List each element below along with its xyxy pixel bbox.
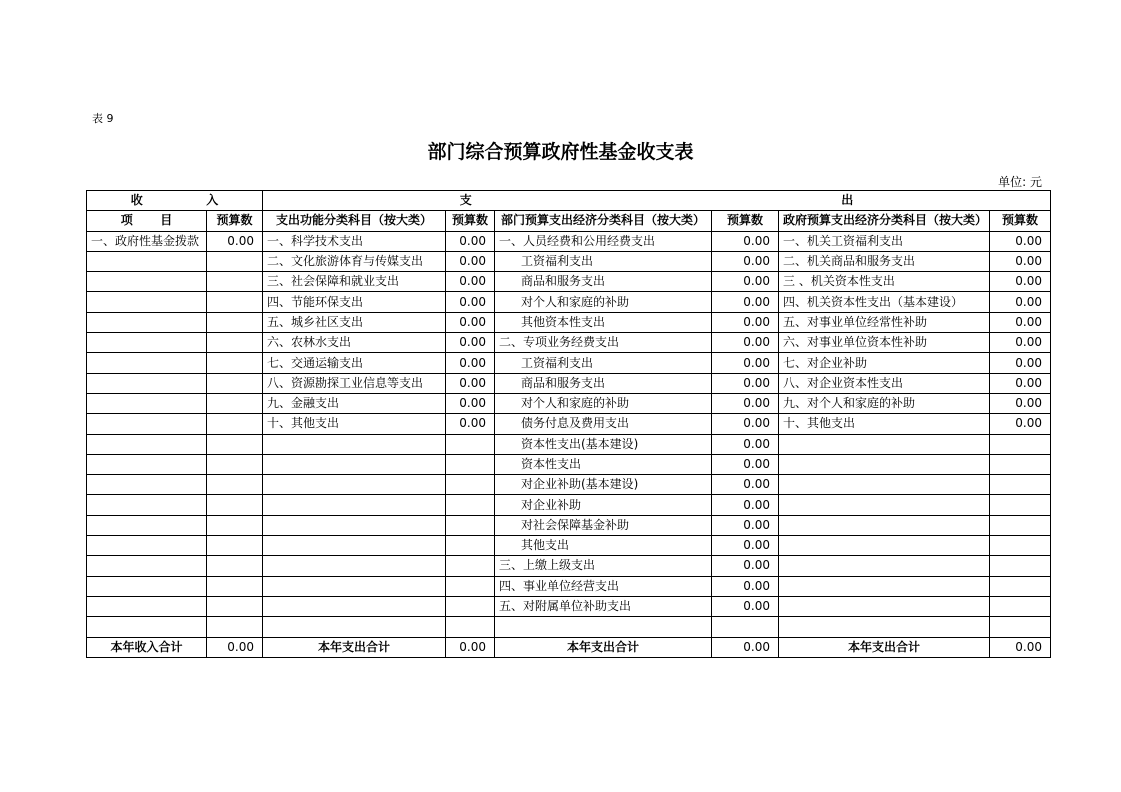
table-row xyxy=(87,414,1051,434)
gov-item-cell: 十、其他支出 xyxy=(779,414,990,434)
income-item-cell xyxy=(87,251,207,271)
income-amount-cell xyxy=(207,373,263,393)
dept-item-cell: 四、事业单位经营支出 xyxy=(495,576,712,596)
gov-item-cell: 七、对企业补助 xyxy=(779,353,990,373)
col-header-item-char-1: 项 xyxy=(120,213,133,228)
total-dept-label: 本年支出合计 xyxy=(495,637,712,657)
func-amount-cell xyxy=(446,556,495,576)
income-item-cell xyxy=(87,596,207,616)
func-item-cell: 四、节能环保支出 xyxy=(263,292,446,312)
gov-item-cell: 八、对企业资本性支出 xyxy=(779,373,990,393)
income-item-cell xyxy=(87,617,207,637)
gov-item-cell: 五、对事业单位经常性补助 xyxy=(779,312,990,332)
func-amount-cell xyxy=(446,536,495,556)
dept-item-cell: 二、专项业务经费支出 xyxy=(495,333,712,353)
income-amount-cell: 0.00 xyxy=(207,231,263,251)
dept-amount-cell: 0.00 xyxy=(712,495,779,515)
total-dept-amount: 0.00 xyxy=(712,637,779,657)
func-item-cell: 八、资源勘探工业信息等支出 xyxy=(263,373,446,393)
col-header-item xyxy=(87,211,207,231)
func-item-cell xyxy=(263,556,446,576)
table-row xyxy=(87,454,1051,474)
func-amount-cell xyxy=(446,576,495,596)
func-amount-cell: 0.00 xyxy=(446,312,495,332)
income-item-cell xyxy=(87,312,207,332)
income-amount-cell xyxy=(207,576,263,596)
gov-item-cell xyxy=(779,576,990,596)
gov-amount-cell xyxy=(990,536,1051,556)
total-gov-label: 本年支出合计 xyxy=(779,637,990,657)
dept-amount-cell xyxy=(712,617,779,637)
income-amount-cell xyxy=(207,414,263,434)
income-amount-cell xyxy=(207,536,263,556)
col-header-func-budget: 预算数 xyxy=(446,211,495,231)
income-item-cell xyxy=(87,373,207,393)
table-row xyxy=(87,393,1051,413)
gov-amount-cell xyxy=(990,556,1051,576)
col-header-gov-budget: 预算数 xyxy=(990,211,1051,231)
func-item-cell xyxy=(263,454,446,474)
gov-amount-cell xyxy=(990,434,1051,454)
gov-amount-cell: 0.00 xyxy=(990,373,1051,393)
gov-item-cell xyxy=(779,434,990,454)
table-row xyxy=(87,576,1051,596)
dept-item-cell: 商品和服务支出 xyxy=(495,272,712,292)
dept-item-cell: 资本性支出 xyxy=(495,454,712,474)
gov-item-cell xyxy=(779,454,990,474)
income-item-cell xyxy=(87,515,207,535)
dept-item-cell: 其他资本性支出 xyxy=(495,312,712,332)
func-amount-cell: 0.00 xyxy=(446,231,495,251)
gov-item-cell: 四、机关资本性支出（基本建设） xyxy=(779,292,990,312)
dept-amount-cell: 0.00 xyxy=(712,536,779,556)
dept-amount-cell: 0.00 xyxy=(712,475,779,495)
expense-header-char-1: 支 xyxy=(459,193,472,208)
func-amount-cell: 0.00 xyxy=(446,251,495,271)
total-income-amount: 0.00 xyxy=(207,637,263,657)
gov-item-cell xyxy=(779,475,990,495)
dept-amount-cell: 0.00 xyxy=(712,292,779,312)
gov-amount-cell xyxy=(990,475,1051,495)
income-amount-cell xyxy=(207,495,263,515)
income-amount-cell xyxy=(207,333,263,353)
dept-amount-cell: 0.00 xyxy=(712,596,779,616)
func-amount-cell: 0.00 xyxy=(446,393,495,413)
func-amount-cell xyxy=(446,515,495,535)
gov-amount-cell: 0.00 xyxy=(990,393,1051,413)
dept-amount-cell: 0.00 xyxy=(712,414,779,434)
table-row xyxy=(87,373,1051,393)
income-amount-cell xyxy=(207,596,263,616)
gov-item-cell: 三 、机关资本性支出 xyxy=(779,272,990,292)
table-row xyxy=(87,251,1051,271)
gov-amount-cell: 0.00 xyxy=(990,292,1051,312)
table-row xyxy=(87,292,1051,312)
income-amount-cell xyxy=(207,251,263,271)
income-amount-cell xyxy=(207,475,263,495)
func-item-cell: 一、科学技术支出 xyxy=(263,231,446,251)
dept-amount-cell: 0.00 xyxy=(712,333,779,353)
table-row xyxy=(87,515,1051,535)
gov-amount-cell: 0.00 xyxy=(990,414,1051,434)
income-amount-cell xyxy=(207,272,263,292)
totals-row xyxy=(87,637,1051,657)
func-item-cell xyxy=(263,596,446,616)
unit-label: 单位: 元 xyxy=(998,175,1042,189)
income-amount-cell xyxy=(207,434,263,454)
func-amount-cell: 0.00 xyxy=(446,333,495,353)
income-item-cell xyxy=(87,536,207,556)
table-row xyxy=(87,536,1051,556)
dept-item-cell: 对企业补助(基本建设) xyxy=(495,475,712,495)
table-row xyxy=(87,475,1051,495)
dept-amount-cell: 0.00 xyxy=(712,434,779,454)
func-item-cell xyxy=(263,495,446,515)
func-item-cell xyxy=(263,434,446,454)
income-item-cell xyxy=(87,475,207,495)
func-item-cell: 三、社会保障和就业支出 xyxy=(263,272,446,292)
page-title: 部门综合预算政府性基金收支表 xyxy=(427,141,694,163)
budget-table xyxy=(86,190,1051,658)
table-row xyxy=(87,333,1051,353)
func-item-cell: 十、其他支出 xyxy=(263,414,446,434)
income-item-cell xyxy=(87,393,207,413)
gov-amount-cell: 0.00 xyxy=(990,251,1051,271)
dept-item-cell: 工资福利支出 xyxy=(495,353,712,373)
dept-item-cell: 债务付息及费用支出 xyxy=(495,414,712,434)
income-amount-cell xyxy=(207,353,263,373)
func-item-cell: 七、交通运输支出 xyxy=(263,353,446,373)
income-item-cell xyxy=(87,292,207,312)
income-header-char-2: 入 xyxy=(206,193,219,208)
func-item-cell xyxy=(263,617,446,637)
gov-item-cell xyxy=(779,596,990,616)
income-section-header xyxy=(87,191,263,211)
dept-item-cell: 商品和服务支出 xyxy=(495,373,712,393)
dept-item-cell: 对个人和家庭的补助 xyxy=(495,393,712,413)
dept-amount-cell: 0.00 xyxy=(712,231,779,251)
func-item-cell xyxy=(263,536,446,556)
income-header-char-1: 收 xyxy=(130,193,143,208)
func-amount-cell xyxy=(446,495,495,515)
dept-item-cell: 五、对附属单位补助支出 xyxy=(495,596,712,616)
dept-amount-cell: 0.00 xyxy=(712,454,779,474)
income-amount-cell xyxy=(207,515,263,535)
func-amount-cell: 0.00 xyxy=(446,414,495,434)
col-header-func: 支出功能分类科目（按大类） xyxy=(263,211,446,231)
dept-item-cell xyxy=(495,617,712,637)
total-func-amount: 0.00 xyxy=(446,637,495,657)
gov-amount-cell xyxy=(990,617,1051,637)
income-item-cell xyxy=(87,576,207,596)
section-header-row xyxy=(87,191,1051,211)
gov-item-cell xyxy=(779,495,990,515)
income-amount-cell xyxy=(207,292,263,312)
dept-item-cell: 其他支出 xyxy=(495,536,712,556)
dept-item-cell: 工资福利支出 xyxy=(495,251,712,271)
total-income-label: 本年收入合计 xyxy=(87,637,207,657)
income-amount-cell xyxy=(207,393,263,413)
expense-section-header xyxy=(263,191,1051,211)
table-row xyxy=(87,495,1051,515)
gov-amount-cell: 0.00 xyxy=(990,353,1051,373)
table-row xyxy=(87,434,1051,454)
col-header-income-budget: 预算数 xyxy=(207,211,263,231)
table-row xyxy=(87,596,1051,616)
func-item-cell xyxy=(263,475,446,495)
total-func-label: 本年支出合计 xyxy=(263,637,446,657)
income-item-cell: 一、政府性基金拨款 xyxy=(87,231,207,251)
gov-amount-cell xyxy=(990,454,1051,474)
gov-amount-cell xyxy=(990,576,1051,596)
income-item-cell xyxy=(87,333,207,353)
gov-item-cell xyxy=(779,556,990,576)
func-amount-cell xyxy=(446,475,495,495)
table-row xyxy=(87,617,1051,637)
dept-amount-cell: 0.00 xyxy=(712,272,779,292)
gov-item-cell xyxy=(779,617,990,637)
table-row xyxy=(87,312,1051,332)
income-item-cell xyxy=(87,272,207,292)
func-amount-cell: 0.00 xyxy=(446,292,495,312)
gov-item-cell: 九、对个人和家庭的补助 xyxy=(779,393,990,413)
func-amount-cell xyxy=(446,454,495,474)
dept-item-cell: 三、上缴上级支出 xyxy=(495,556,712,576)
total-gov-amount: 0.00 xyxy=(990,637,1051,657)
func-amount-cell: 0.00 xyxy=(446,353,495,373)
dept-item-cell: 对社会保障基金补助 xyxy=(495,515,712,535)
gov-amount-cell: 0.00 xyxy=(990,231,1051,251)
func-item-cell: 五、城乡社区支出 xyxy=(263,312,446,332)
table-row xyxy=(87,231,1051,251)
gov-amount-cell: 0.00 xyxy=(990,272,1051,292)
func-item-cell: 六、农林水支出 xyxy=(263,333,446,353)
dept-amount-cell: 0.00 xyxy=(712,393,779,413)
func-item-cell xyxy=(263,515,446,535)
gov-item-cell: 六、对事业单位资本性补助 xyxy=(779,333,990,353)
func-amount-cell xyxy=(446,596,495,616)
income-amount-cell xyxy=(207,312,263,332)
income-amount-cell xyxy=(207,556,263,576)
income-item-cell xyxy=(87,353,207,373)
dept-item-cell: 对个人和家庭的补助 xyxy=(495,292,712,312)
income-item-cell xyxy=(87,414,207,434)
func-amount-cell xyxy=(446,617,495,637)
col-header-dept-econ: 部门预算支出经济分类科目（按大类） xyxy=(495,211,712,231)
gov-amount-cell: 0.00 xyxy=(990,333,1051,353)
gov-amount-cell xyxy=(990,596,1051,616)
dept-amount-cell: 0.00 xyxy=(712,373,779,393)
gov-amount-cell: 0.00 xyxy=(990,312,1051,332)
dept-item-cell: 一、人员经费和公用经费支出 xyxy=(495,231,712,251)
income-item-cell xyxy=(87,495,207,515)
dept-item-cell: 资本性支出(基本建设) xyxy=(495,434,712,454)
income-item-cell xyxy=(87,556,207,576)
col-header-item-char-2: 目 xyxy=(160,213,173,228)
dept-amount-cell: 0.00 xyxy=(712,515,779,535)
income-amount-cell xyxy=(207,617,263,637)
gov-item-cell xyxy=(779,515,990,535)
column-header-row xyxy=(87,211,1051,231)
func-item-cell: 二、文化旅游体育与传媒支出 xyxy=(263,251,446,271)
col-header-dept-budget: 预算数 xyxy=(712,211,779,231)
expense-header-char-2: 出 xyxy=(841,193,854,208)
table-row xyxy=(87,272,1051,292)
table-label: 表 9 xyxy=(92,112,114,125)
func-amount-cell: 0.00 xyxy=(446,272,495,292)
dept-amount-cell: 0.00 xyxy=(712,576,779,596)
func-amount-cell: 0.00 xyxy=(446,373,495,393)
gov-item-cell: 二、机关商品和服务支出 xyxy=(779,251,990,271)
dept-amount-cell: 0.00 xyxy=(712,556,779,576)
func-item-cell xyxy=(263,576,446,596)
gov-item-cell: 一、机关工资福利支出 xyxy=(779,231,990,251)
income-amount-cell xyxy=(207,454,263,474)
dept-amount-cell: 0.00 xyxy=(712,353,779,373)
gov-amount-cell xyxy=(990,495,1051,515)
income-item-cell xyxy=(87,454,207,474)
gov-item-cell xyxy=(779,536,990,556)
func-item-cell: 九、金融支出 xyxy=(263,393,446,413)
func-amount-cell xyxy=(446,434,495,454)
dept-amount-cell: 0.00 xyxy=(712,312,779,332)
income-item-cell xyxy=(87,434,207,454)
table-row xyxy=(87,556,1051,576)
table-row xyxy=(87,353,1051,373)
col-header-gov-econ: 政府预算支出经济分类科目（按大类） xyxy=(779,211,990,231)
dept-amount-cell: 0.00 xyxy=(712,251,779,271)
dept-item-cell: 对企业补助 xyxy=(495,495,712,515)
gov-amount-cell xyxy=(990,515,1051,535)
